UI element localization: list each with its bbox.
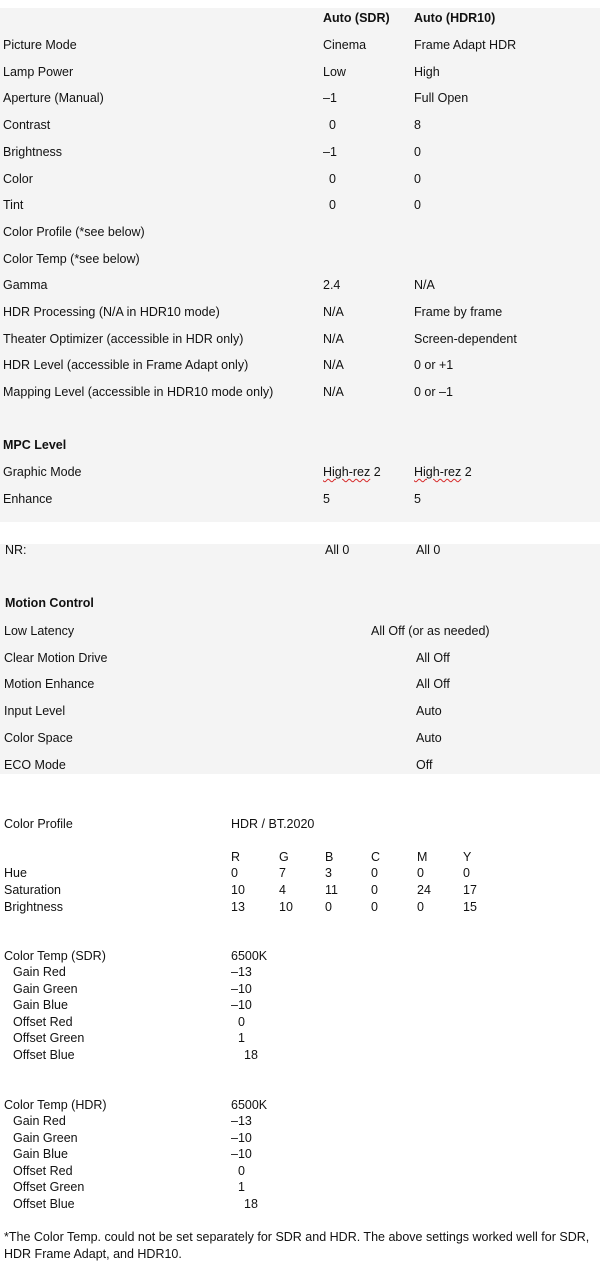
mpc-hdr-word: 5 xyxy=(414,491,421,506)
setting-sdr-value: 0 xyxy=(329,198,336,213)
color-temp-row-value: –13 xyxy=(231,965,252,979)
mpc-hdr-value xyxy=(414,462,472,482)
color-temp-row-value: –10 xyxy=(231,981,252,996)
color-profile-cell: 24 xyxy=(417,883,431,897)
setting-label: Lamp Power xyxy=(3,64,74,79)
settings-row xyxy=(0,249,600,269)
color-profile-cell: 0 xyxy=(231,866,238,880)
setting-sdr-value: 2.4 xyxy=(323,278,341,293)
color-profile-cell: 0 xyxy=(371,883,378,897)
color-profile-cell: 0 xyxy=(371,866,378,880)
color-temp-row-label: Gain Red xyxy=(13,1114,66,1128)
mpc-label: Graphic Mode xyxy=(3,465,82,479)
color-temp-row-value: –13 xyxy=(231,1114,252,1128)
settings-row xyxy=(0,302,600,322)
color-profile-column-header: G xyxy=(279,850,289,864)
color-temp-sdr-value: 6500K xyxy=(231,949,268,963)
mpc-sdr-value xyxy=(323,489,330,509)
color-profile-cell: 10 xyxy=(231,883,245,897)
settings-row xyxy=(0,62,600,82)
setting-hdr-value: 0 or –1 xyxy=(414,385,453,400)
color-temp-hdr-value: 6500K xyxy=(231,1098,268,1112)
color-temp-row-label: Offset Blue xyxy=(13,1196,75,1211)
setting-sdr-value: N/A xyxy=(323,305,344,319)
color-temp-row-label: Gain Green xyxy=(13,1130,78,1145)
setting-sdr-value: 0 xyxy=(329,171,336,186)
motion-label: Motion Enhance xyxy=(4,677,95,692)
settings-row xyxy=(0,195,600,215)
settings-header-row xyxy=(0,8,600,28)
color-temp-hdr-label: Color Temp (HDR) xyxy=(4,1098,107,1112)
color-temp-row-value: 0 xyxy=(238,1163,245,1178)
setting-label: Contrast xyxy=(3,118,51,133)
header-auto-sdr: Auto (SDR) xyxy=(323,11,390,25)
mpc-sdr-number: 2 xyxy=(370,465,381,479)
settings-row xyxy=(0,35,600,55)
color-profile-cell: 0 xyxy=(325,900,332,914)
motion-value: All Off (or as needed) xyxy=(371,624,490,638)
motion-label: Color Space xyxy=(4,730,73,745)
setting-sdr-value: 0 xyxy=(329,118,336,133)
setting-hdr-value: 0 xyxy=(414,198,421,213)
setting-sdr-value: –1 xyxy=(323,91,337,106)
color-profile-row-label: Brightness xyxy=(4,900,64,914)
color-profile-cell: 11 xyxy=(325,883,338,897)
header-auto-hdr10: Auto (HDR10) xyxy=(414,11,496,25)
setting-label: Tint xyxy=(3,198,24,213)
setting-sdr-value: N/A xyxy=(323,358,344,373)
motion-value: Auto xyxy=(416,704,442,719)
color-temp-row-label: Offset Red xyxy=(13,1014,73,1029)
color-temp-row-label: Offset Green xyxy=(13,1180,85,1194)
mpc-hdr-word: High-rez xyxy=(414,465,462,479)
setting-hdr-value: High xyxy=(414,64,440,79)
color-temp-row-label: Offset Green xyxy=(13,1031,85,1045)
settings-row xyxy=(0,142,600,162)
color-temp-sdr-label: Color Temp (SDR) xyxy=(4,949,106,963)
color-profile-column-header: R xyxy=(231,850,241,864)
mpc-level-title: MPC Level xyxy=(3,438,67,452)
color-temp-row-value: –10 xyxy=(231,1147,252,1161)
motion-value: Off xyxy=(416,757,433,772)
setting-sdr-value: N/A xyxy=(323,385,344,400)
setting-label: HDR Level (accessible in Frame Adapt only) xyxy=(3,358,249,373)
setting-hdr-value: Frame Adapt HDR xyxy=(414,38,517,52)
settings-row xyxy=(0,329,600,349)
setting-sdr-value: Cinema xyxy=(323,38,367,52)
color-temp-row-value: 18 xyxy=(244,1196,258,1211)
setting-label: HDR Processing (N/A in HDR10 mode) xyxy=(3,305,220,319)
color-temp-row-value: 0 xyxy=(238,1014,245,1029)
setting-label: Brightness xyxy=(3,144,63,159)
color-temp-row-value: 1 xyxy=(238,1031,245,1045)
color-profile-cell: 10 xyxy=(279,900,293,914)
color-temp-row-label: Gain Blue xyxy=(13,1147,68,1161)
setting-hdr-value: 0 xyxy=(414,171,421,186)
mpc-hdr-value xyxy=(414,489,421,509)
color-temp-row-value: 1 xyxy=(238,1180,245,1194)
motion-value: Auto xyxy=(416,730,442,745)
setting-hdr-value: 0 or +1 xyxy=(414,358,454,373)
setting-hdr-value: Full Open xyxy=(414,91,469,106)
settings-row xyxy=(0,355,600,375)
setting-label: Color Temp (*see below) xyxy=(3,251,140,266)
mpc-sdr-value xyxy=(323,462,381,482)
mpc-row xyxy=(0,462,600,482)
color-temp-row-value: –10 xyxy=(231,1130,252,1145)
color-profile-cell: 3 xyxy=(325,866,332,880)
color-profile-cell: 17 xyxy=(463,883,477,897)
color-profile-column-header: M xyxy=(417,850,428,864)
motion-row xyxy=(0,674,600,694)
color-profile-cell: 0 xyxy=(463,866,470,880)
color-profile-row-label: Hue xyxy=(4,866,27,880)
color-temp-row-value: –10 xyxy=(231,998,252,1012)
color-profile-cell: 13 xyxy=(231,900,245,914)
settings-row xyxy=(0,88,600,108)
settings-row xyxy=(0,115,600,135)
color-profile-label: Color Profile xyxy=(4,817,73,831)
setting-label: Color Profile (*see below) xyxy=(3,224,145,239)
nr-sdr-value: All 0 xyxy=(325,543,350,557)
color-profile-cell: 0 xyxy=(417,866,424,880)
setting-hdr-value: Screen-dependent xyxy=(414,331,517,346)
color-profile-column-header: Y xyxy=(463,850,472,864)
color-profile-cell: 15 xyxy=(463,900,477,914)
settings-row xyxy=(0,275,600,295)
settings-row xyxy=(0,222,600,242)
motion-row xyxy=(0,728,600,748)
color-temp-row-label: Offset Blue xyxy=(13,1047,75,1062)
setting-label: Picture Mode xyxy=(3,38,77,52)
mpc-sdr-word: High-rez xyxy=(323,465,371,479)
setting-hdr-value: 0 xyxy=(414,144,421,159)
color-temp-row-label: Gain Blue xyxy=(13,998,68,1012)
motion-label: Low Latency xyxy=(4,624,75,638)
nr-label: NR: xyxy=(5,543,27,557)
motion-control-title: Motion Control xyxy=(5,596,94,610)
setting-sdr-value: –1 xyxy=(323,144,337,159)
setting-label: Color xyxy=(3,171,33,186)
footnote: *The Color Temp. could not be set separately for SDR and HDR. The above settings worked well for SDR, HDR Frame Adapt, and HDR10. xyxy=(4,1230,590,1261)
settings-row xyxy=(0,169,600,189)
motion-value: All Off xyxy=(416,677,450,692)
color-temp-row-label: Gain Green xyxy=(13,981,78,996)
color-profile-row-label: Saturation xyxy=(4,883,61,897)
mpc-hdr-number: 2 xyxy=(461,465,472,479)
motion-row xyxy=(0,755,600,775)
settings-row xyxy=(0,382,600,402)
color-profile-cell: 0 xyxy=(371,900,378,914)
setting-hdr-value: N/A xyxy=(414,278,435,293)
mpc-label: Enhance xyxy=(3,491,53,506)
motion-label: Clear Motion Drive xyxy=(4,650,108,665)
setting-hdr-value: Frame by frame xyxy=(414,305,503,319)
setting-hdr-value: 8 xyxy=(414,118,421,133)
nr-row xyxy=(0,540,600,560)
setting-label: Theater Optimizer (accessible in HDR only) xyxy=(3,331,244,346)
setting-label: Mapping Level (accessible in HDR10 mode only) xyxy=(3,385,274,400)
color-profile-cell: 4 xyxy=(279,883,286,897)
color-profile-cell: 0 xyxy=(417,900,424,914)
mpc-sdr-word: 5 xyxy=(323,491,330,506)
nr-hdr-value: All 0 xyxy=(416,543,441,557)
mpc-row xyxy=(0,489,600,509)
color-profile-cell: 7 xyxy=(279,866,286,880)
color-profile-value: HDR / BT.2020 xyxy=(231,817,315,831)
color-temp-row-label: Gain Red xyxy=(13,965,66,979)
motion-value: All Off xyxy=(416,650,450,665)
setting-label: Gamma xyxy=(3,278,48,293)
motion-label: Input Level xyxy=(4,704,66,719)
color-temp-row-label: Offset Red xyxy=(13,1163,73,1178)
color-temp-row-value: 18 xyxy=(244,1047,258,1062)
color-profile-column-header: B xyxy=(325,850,334,864)
motion-row xyxy=(0,621,600,641)
setting-sdr-value: Low xyxy=(323,64,346,79)
setting-sdr-value: N/A xyxy=(323,331,344,346)
motion-row xyxy=(0,648,600,668)
setting-label: Aperture (Manual) xyxy=(3,91,104,106)
motion-row xyxy=(0,701,600,721)
motion-label: ECO Mode xyxy=(4,757,66,772)
color-profile-column-header: C xyxy=(371,850,381,864)
